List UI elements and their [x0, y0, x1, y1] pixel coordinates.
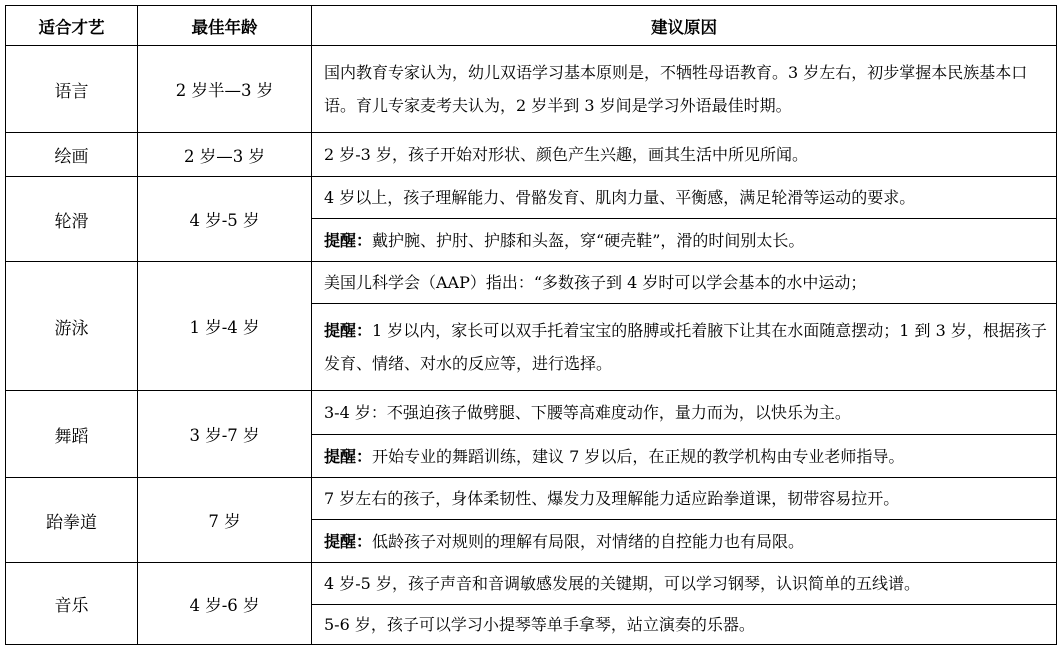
reminder-text: 开始专业的舞蹈训练，建议 7 岁以后，在正规的教学机构由专业老师指导。 — [372, 446, 905, 466]
reminder-label: 提醒： — [324, 230, 373, 250]
reminder-cell — [312, 520, 1057, 563]
reason-text: 3-4 岁：不强迫孩子做劈腿、下腰等高难度动作，量力而为，以快乐为主。 — [324, 403, 851, 422]
reason-text: 4 岁以上，孩子理解能力、骨骼发育、肌肉力量、平衡感，满足轮滑等运动的要求。 — [324, 188, 916, 207]
table-row — [6, 262, 1057, 304]
talent-age-table — [5, 5, 1057, 645]
reminder-text: 低龄孩子对规则的理解有局限，对情绪的自控能力也有局限。 — [372, 531, 805, 551]
header-age: 最佳年龄 — [138, 6, 312, 46]
table-row — [6, 133, 1057, 177]
reminder-label: 提醒： — [324, 531, 373, 551]
reason-cell — [312, 46, 1057, 133]
table-row — [6, 46, 1057, 133]
table-row — [6, 391, 1057, 435]
talent-cell: 音乐 — [6, 563, 138, 645]
reason-text: 国内教育专家认为，幼儿双语学习基本原则是，不牺牲母语教育。3 岁左右，初步掌握本民族基本口语。育儿专家麦考夫认为，2 岁半到 3 岁间是学习外语最佳时期。 — [324, 63, 1028, 115]
reminder-cell — [312, 304, 1057, 391]
reason-text: 7 岁左右的孩子，身体柔韧性、爆发力及理解能力适应跆拳道课，韧带容易拉开。 — [324, 489, 900, 508]
reason-cell — [312, 133, 1057, 177]
talent-cell: 游泳 — [6, 262, 138, 391]
reason-cell — [312, 478, 1057, 520]
header-talent: 适合才艺 — [6, 6, 138, 46]
reminder-text: 1 岁以内，家长可以双手托着宝宝的胳膊或托着腋下让其在水面随意摆动；1 到 3 岁，根据孩子发育、情绪、对水的反应等，进行选择。 — [324, 321, 1047, 373]
reminder-cell — [312, 219, 1057, 262]
reason-text: 5-6 岁，孩子可以学习小提琴等单手拿琴，站立演奏的乐器。 — [324, 615, 755, 634]
table-row — [6, 177, 1057, 219]
reason-text: 2 岁-3 岁，孩子开始对形状、颜色产生兴趣，画其生活中所见所闻。 — [324, 145, 808, 164]
age-cell: 2 岁半—3 岁 — [138, 46, 312, 133]
reason-cell — [312, 262, 1057, 304]
reason-text: 美国儿科学会（AAP）指出：“多数孩子到 4 岁时可以学会基本的水中运动； — [324, 273, 867, 292]
header-row — [6, 6, 1057, 46]
reason-text: 4 岁-5 岁，孩子声音和音调敏感发展的关键期，可以学习钢琴，认识简单的五线谱。 — [324, 574, 920, 593]
reason-cell — [312, 605, 1057, 645]
talent-cell: 轮滑 — [6, 177, 138, 262]
talent-cell: 舞蹈 — [6, 391, 138, 478]
age-cell: 4 岁-6 岁 — [138, 563, 312, 645]
reason-cell — [312, 563, 1057, 605]
table-row — [6, 563, 1057, 605]
reminder-cell — [312, 435, 1057, 478]
table-row — [6, 478, 1057, 520]
reason-cell — [312, 391, 1057, 435]
age-cell: 2 岁—3 岁 — [138, 133, 312, 177]
age-cell: 3 岁-7 岁 — [138, 391, 312, 478]
age-cell: 4 岁-5 岁 — [138, 177, 312, 262]
reason-cell — [312, 177, 1057, 219]
talent-cell: 跆拳道 — [6, 478, 138, 563]
age-cell: 7 岁 — [138, 478, 312, 563]
talent-cell: 绘画 — [6, 133, 138, 177]
talent-cell: 语言 — [6, 46, 138, 133]
reminder-label: 提醒： — [324, 446, 373, 466]
reminder-label: 提醒： — [324, 321, 373, 340]
header-reason: 建议原因 — [312, 6, 1057, 46]
age-cell: 1 岁-4 岁 — [138, 262, 312, 391]
reminder-text: 戴护腕、护肘、护膝和头盔，穿“硬壳鞋”，滑的时间别太长。 — [372, 230, 805, 250]
